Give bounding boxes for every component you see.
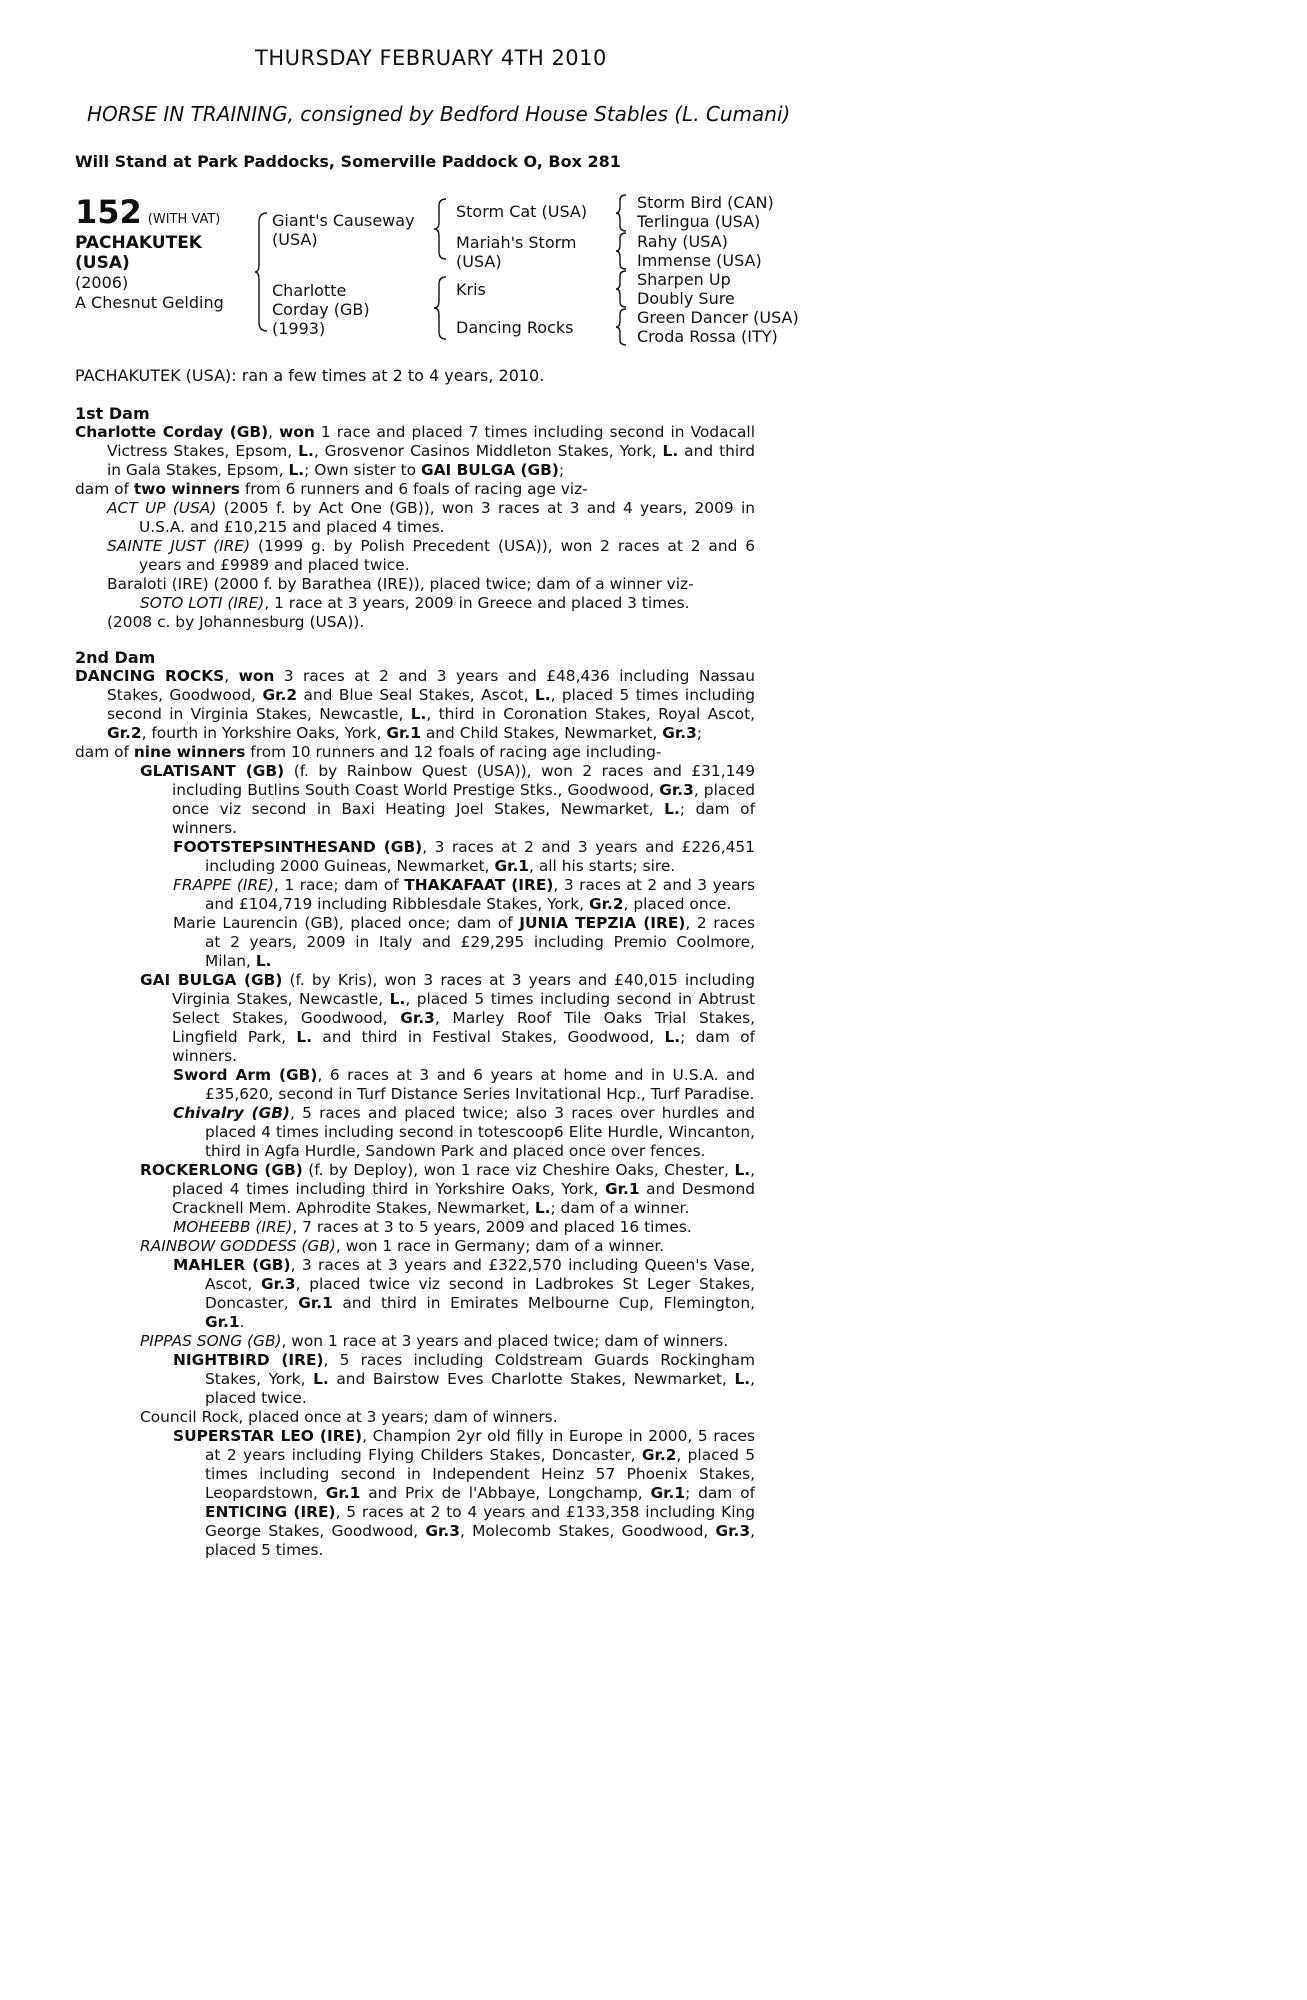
stand-location: Will Stand at Park Paddocks, Somerville Paddock O, Box 281	[75, 152, 621, 171]
g-brace-2	[615, 232, 627, 270]
produce-superstar-leo: SUPERSTAR LEO (IRE), Champion 2yr old filly in Europe in 2000, 5 races at 2 years including Flying Childers Stakes, Doncaster, Gr.2, placed 5 times including second in Independent Heinz 57 Phoenix Stakes, Leopardstown, Gr.1 and Prix de l'Abbaye, Longchamp, Gr.1; dam of ENTICING (IRE), 5 races at 2 to 4 years and £133,358 including King George Stakes, Goodwood, Gr.3, Molecomb Stakes, Goodwood, Gr.3, placed 5 times.	[173, 1427, 755, 1559]
pedigree-g2: Terlingua (USA)	[637, 212, 761, 231]
second-dam-entry: DANCING ROCKS, won 3 races at 2 and 3 years and £48,436 including Nassau Stakes, Goodwood, Gr.2 and Blue Seal Stakes, Ascot, L., placed 5 times including second in Virginia Stakes, Newcastle, L., third in Coronation Stakes, Royal Ascot, Gr.2, fourth in Yorkshire Oaks, York, Gr.1 and Child Stakes, Newmarket, Gr.3;	[75, 667, 756, 742]
pedigree-g5: Sharpen Up	[637, 270, 731, 289]
produce-gai-bulga: GAI BULGA (GB) (f. by Kris), won 3 races at 3 years and £40,015 including Virginia Stakes, Newcastle, L., placed 5 times including second in Abtrust Select Stakes, Goodwood, Gr.3, Marley Roof Tile Oaks Trial Stakes, Lingfield Park, L. and third in Festival Stakes, Goodwood, L.; dam of winners.	[140, 971, 756, 1065]
pedigree-g3: Rahy (USA)	[637, 232, 728, 251]
pedigree-sire-sire: Storm Cat (USA)	[456, 202, 588, 221]
first-dam-produce-line: dam of two winners from 6 runners and 6 foals of racing age viz-	[75, 480, 588, 498]
produce-sword-arm: Sword Arm (GB), 6 races at 3 and 6 years at home and in U.S.A. and £35,620, second in Turf Distance Series Invitational Hcp., Turf Paradise.	[173, 1066, 756, 1103]
consignment-line: HORSE IN TRAINING, consigned by Bedford House Stables (L. Cumani)	[87, 102, 791, 126]
produce-footstepsinthesand: FOOTSTEPSINTHESAND (GB), 3 races at 2 and 3 years and £226,451 including 2000 Guineas, Newmarket, Gr.1, all his starts; sire.	[173, 838, 755, 875]
pedigree-g4: Immense (USA)	[637, 251, 762, 270]
pedigree-g8: Croda Rossa (ITY)	[637, 327, 778, 346]
lot-number-row	[75, 195, 225, 229]
produce-rockerlong: ROCKERLONG (GB) (f. by Deploy), won 1 race viz Cheshire Oaks, Chester, L., placed 4 times including third in Yorkshire Oaks, York, Gr.1 and Desmond Cracknell Mem. Aphrodite Stakes, Newmarket, L.; dam of a winner.	[140, 1161, 755, 1217]
produce-pippas-song: PIPPAS SONG (GB), won 1 race at 3 years and placed twice; dam of winners.	[140, 1332, 729, 1350]
produce-rainbow-goddess: RAINBOW GODDESS (GB), won 1 race in Germany; dam of a winner.	[140, 1237, 665, 1255]
produce-baraloti: Baraloti (IRE) (2000 f. by Barathea (IRE)), placed twice; dam of a winner viz-	[107, 575, 694, 593]
sire-line-brace	[433, 198, 447, 260]
horse-description: A Chesnut Gelding	[75, 293, 224, 312]
race-record-summary: PACHAKUTEK (USA): ran a few times at 2 to 4 years, 2010.	[75, 366, 545, 385]
produce-soto-loti: SOTO LOTI (IRE), 1 race at 3 years, 2009 in Greece and placed 3 times.	[140, 594, 690, 612]
lot-vat: (WITH VAT)	[147, 212, 221, 227]
g-brace-3	[615, 270, 627, 308]
first-dam-section	[75, 404, 755, 632]
sire-dam-brace	[254, 212, 268, 332]
produce-sainte-just: SAINTE JUST (IRE) (1999 g. by Polish Precedent (USA)), won 2 races at 2 and 6 years and £9989 and placed twice.	[107, 537, 756, 574]
pedigree-sire-dam: Mariah's Storm (USA)	[456, 233, 577, 271]
first-dam-entry: Charlotte Corday (GB), won 1 race and placed 7 times including second in Vodacall Victress Stakes, Epsom, L., Grosvenor Casinos Middleton Stakes, York, L. and third in Gala Stakes, Epsom, L.; Own sister to GAI BULGA (GB);	[75, 423, 755, 479]
g-brace-4	[615, 308, 627, 346]
g-brace-1	[615, 194, 627, 232]
produce-mahler: MAHLER (GB), 3 races at 3 years and £322,570 including Queen's Vase, Ascot, Gr.3, placed twice viz second in Ladbrokes St Leger Stakes, Doncaster, Gr.1 and third in Emirates Melbourne Cup, Flemington, Gr.1.	[173, 1256, 756, 1331]
foaling-year: (2006)	[75, 273, 129, 292]
produce-council-rock: Council Rock, placed once at 3 years; dam of winners.	[140, 1408, 558, 1426]
pedigree-dam-sire: Kris	[456, 280, 486, 299]
lot-block	[75, 195, 225, 313]
produce-act-up: ACT UP (USA) (2005 f. by Act One (GB)), won 3 races at 3 and 4 years, 2009 in U.S.A. and £10,215 and placed 4 times.	[107, 499, 755, 536]
second-dam-section	[75, 648, 755, 1560]
produce-2008-colt: (2008 c. by Johannesburg (USA)).	[107, 613, 365, 631]
produce-chivalry: Chivalry (GB), 5 races and placed twice; also 3 races over hurdles and placed 4 times including second in totescoop6 Elite Hurdle, Wincanton, third in Agfa Hurdle, Sandown Park and placed once over fences.	[173, 1104, 755, 1160]
first-dam-heading: 1st Dam	[75, 404, 150, 423]
produce-nightbird: NIGHTBIRD (IRE), 5 races including Coldstream Guards Rockingham Stakes, York, L. and Bairstow Eves Charlotte Stakes, Newmarket, L., placed twice.	[173, 1351, 755, 1407]
pedigree-dam: Charlotte Corday (GB) (1993)	[272, 281, 370, 338]
horse-name: PACHAKUTEK (USA)	[75, 233, 202, 273]
produce-marie-laurencin: Marie Laurencin (GB), placed once; dam of JUNIA TEPZIA (IRE), 2 races at 2 years, 2009 in Italy and £29,295 including Premio Coolmore, Milan, L.	[173, 914, 756, 970]
pedigree-dam-dam: Dancing Rocks	[456, 318, 574, 337]
second-dam-produce-line: dam of nine winners from 10 runners and 12 foals of racing age including-	[75, 743, 662, 761]
sale-date: THURSDAY FEBRUARY 4TH 2010	[255, 46, 607, 70]
produce-moheebb: MOHEEBB (IRE), 7 races at 3 to 5 years, 2009 and placed 16 times.	[173, 1218, 692, 1236]
lot-number: 152	[75, 193, 142, 231]
pedigree-g7: Green Dancer (USA)	[637, 308, 799, 327]
second-dam-heading: 2nd Dam	[75, 648, 156, 667]
pedigree-sire: Giant's Causeway (USA)	[272, 211, 415, 249]
pedigree-g1: Storm Bird (CAN)	[637, 193, 774, 212]
produce-frappe: FRAPPE (IRE), 1 race; dam of THAKAFAAT (IRE), 3 races at 2 and 3 years and £104,719 including Ribblesdale Stakes, York, Gr.2, placed once.	[173, 876, 755, 913]
produce-glatisant: GLATISANT (GB) (f. by Rainbow Quest (USA)), won 2 races and £31,149 including Butlins South Coast World Prestige Stks., Goodwood, Gr.3, placed once viz second in Baxi Heating Joel Stakes, Newmarket, L.; dam of winners.	[140, 762, 755, 837]
dam-line-brace	[433, 276, 447, 340]
pedigree-g6: Doubly Sure	[637, 289, 735, 308]
